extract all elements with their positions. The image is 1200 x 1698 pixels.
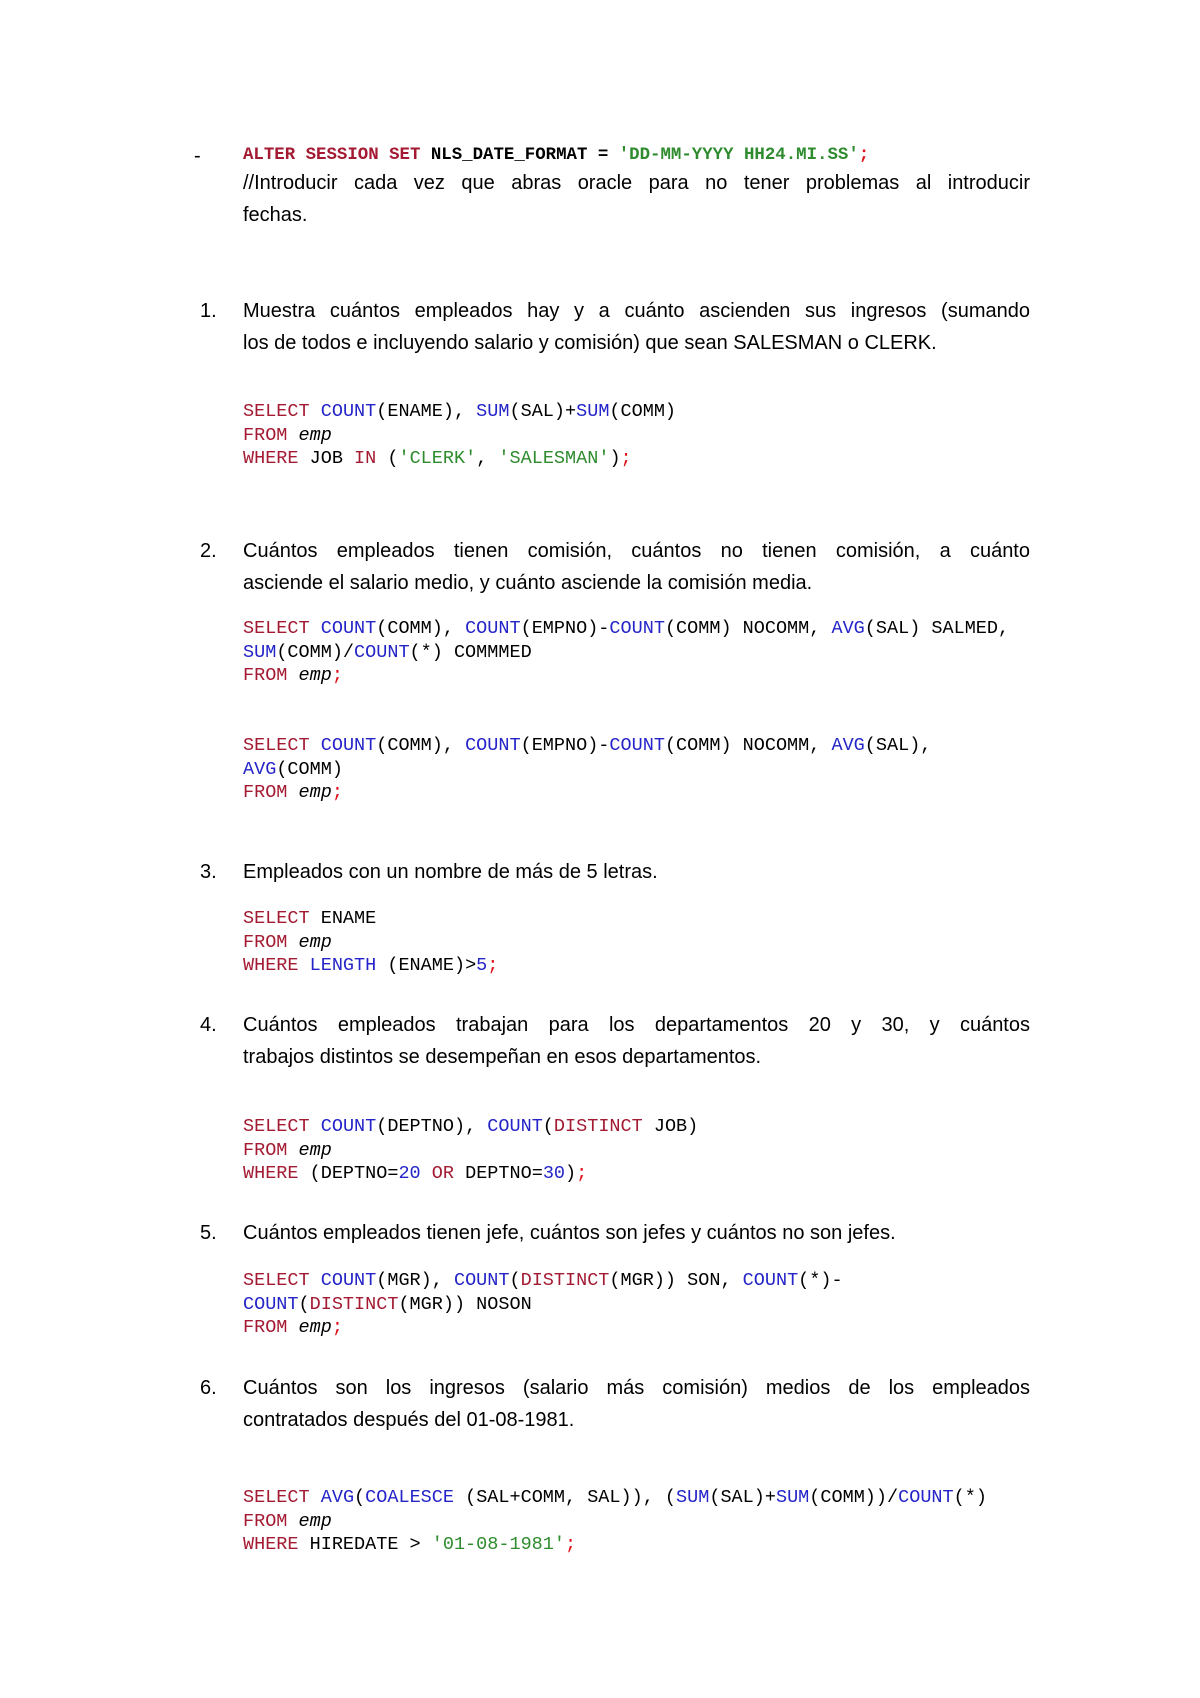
- sql-token: '01-08-1981': [431, 1534, 565, 1555]
- sql-token: SUM: [676, 1487, 710, 1508]
- sql-token: ): [609, 448, 621, 469]
- sql-token: (MGR)) SON,: [609, 1270, 743, 1291]
- sql-token: (SAL),: [864, 735, 932, 756]
- sql-token: [287, 932, 298, 953]
- sql-query: [243, 734, 931, 805]
- sql-token: (ENAME),: [376, 401, 477, 422]
- code-line: [243, 1139, 698, 1163]
- sql-token: [421, 1163, 432, 1184]
- sql-token: WHERE: [243, 1534, 299, 1555]
- sql-token: COUNT: [320, 618, 377, 639]
- exercise-statement: [243, 535, 1030, 599]
- sql-token: (ENAME)>: [376, 955, 477, 976]
- statement-line: Cuántos empleados tienen comisión, cuántos no tienen comisión, a cuánto: [243, 540, 1030, 562]
- sql-token: ;: [331, 665, 343, 686]
- sql-token: (COMM),: [376, 618, 466, 639]
- exercise-number: 6.: [200, 1377, 217, 1399]
- sql-token: ;: [858, 146, 870, 165]
- code-line: [243, 954, 498, 978]
- sql-token: 'SALESMAN': [498, 448, 610, 469]
- sql-token: (: [509, 1270, 521, 1291]
- sql-token: SELECT: [243, 618, 310, 639]
- sql-token: (: [298, 1293, 310, 1315]
- sql-token: FROM: [243, 931, 288, 953]
- sql-token: FROM: [243, 665, 288, 686]
- code-line: [243, 400, 676, 424]
- sql-query: [243, 1486, 987, 1557]
- sql-token: WHERE: [243, 448, 299, 469]
- exercise-statement: [243, 856, 1030, 888]
- sql-token: COUNT: [898, 1487, 954, 1508]
- sql-token: COUNT: [243, 1293, 299, 1315]
- sql-token: COALESCE: [365, 1487, 454, 1508]
- sql-token: FROM: [243, 424, 288, 446]
- sql-token: FROM: [243, 1317, 288, 1338]
- sql-token: 30: [542, 1163, 566, 1184]
- exercise-statement: [243, 1217, 1030, 1249]
- sql-token: ;: [576, 1163, 588, 1184]
- statement-line: Cuántos empleados trabajan para los departamentos 20 y 30, y cuántos: [243, 1014, 1030, 1036]
- statement-line: Cuántos son los ingresos (salario más comisión) medios de los empleados: [243, 1377, 1030, 1399]
- sql-token: OR: [431, 1163, 454, 1184]
- sql-token: ,: [476, 448, 499, 469]
- sql-token: [310, 401, 321, 422]
- sql-table-name: emp: [298, 1139, 332, 1161]
- exercise-number: 4.: [200, 1014, 217, 1036]
- sql-token: COUNT: [465, 618, 521, 639]
- sql-token: (MGR),: [376, 1270, 454, 1291]
- sql-table-name: emp: [298, 1510, 332, 1532]
- statement-line: Empleados con un nombre de más de 5 letras.: [243, 861, 658, 883]
- sql-token: AVG: [243, 758, 277, 780]
- sql-token: COUNT: [354, 641, 410, 663]
- exercise-statement: [243, 1009, 1030, 1073]
- sql-token: ;: [331, 782, 343, 803]
- sql-token: ;: [487, 955, 499, 976]
- sql-token: (COMM) NOCOMM,: [664, 618, 832, 639]
- sql-token: SELECT: [243, 1270, 310, 1291]
- code-line: [243, 424, 676, 448]
- sql-token: IN: [354, 448, 377, 469]
- statement-line: Cuántos empleados tienen jefe, cuántos son jefes y cuántos no son jefes.: [243, 1222, 896, 1244]
- sql-token: [287, 1317, 298, 1338]
- sql-token: ): [565, 1163, 577, 1184]
- note-line: fechas.: [243, 204, 308, 226]
- sql-token: COUNT: [609, 618, 665, 639]
- sql-token: [310, 1270, 321, 1291]
- sql-token: COUNT: [320, 1116, 377, 1137]
- sql-token: (SAL)+: [709, 1487, 776, 1508]
- sql-token: FROM: [243, 782, 288, 803]
- intro-note: [243, 167, 1030, 231]
- sql-query: [243, 907, 498, 978]
- code-line: [243, 1533, 987, 1557]
- sql-query: [243, 400, 676, 471]
- sql-token: JOB): [642, 1116, 699, 1137]
- sql-token: AVG: [831, 618, 865, 639]
- sql-token: (COMM): [609, 401, 677, 422]
- sql-query: [243, 1115, 698, 1186]
- code-line: [243, 641, 1009, 665]
- sql-token: [287, 1140, 298, 1161]
- code-line: [243, 1510, 987, 1534]
- sql-token: SELECT: [243, 1487, 310, 1508]
- sql-token: (*) COMMMED: [409, 641, 532, 663]
- sql-token: AVG: [320, 1487, 355, 1508]
- sql-token: (EMPNO)-: [520, 618, 610, 639]
- sql-token: COUNT: [320, 401, 377, 422]
- sql-token: SUM: [476, 401, 510, 422]
- sql-token: DEPTNO=: [453, 1163, 543, 1184]
- sql-token: NLS_DATE_FORMAT =: [420, 146, 619, 165]
- sql-token: COUNT: [487, 1116, 543, 1137]
- sql-token: (COMM): [276, 758, 343, 780]
- sql-token: (: [542, 1116, 554, 1137]
- code-line: [243, 1115, 698, 1139]
- sql-token: SELECT: [243, 1116, 310, 1137]
- sql-token: COUNT: [742, 1270, 799, 1291]
- code-line: [243, 758, 931, 782]
- sql-token: COUNT: [453, 1270, 510, 1291]
- sql-token: FROM: [243, 1510, 288, 1532]
- sql-token: (: [354, 1487, 366, 1508]
- sql-token: (DEPTNO=: [298, 1163, 399, 1184]
- sql-token: SELECT: [243, 735, 310, 756]
- code-line: [243, 1269, 843, 1293]
- code-line: [243, 781, 931, 805]
- list-bullet: -: [194, 145, 201, 167]
- sql-token: JOB: [298, 448, 355, 469]
- sql-token: WHERE: [243, 1163, 299, 1184]
- sql-token: (SAL) SALMED,: [864, 618, 1010, 639]
- sql-query: [243, 1269, 843, 1340]
- exercise-statement: [243, 1372, 1030, 1436]
- sql-token: (COMM) NOCOMM,: [664, 735, 832, 756]
- sql-token: (*)-: [798, 1270, 843, 1291]
- sql-token: WHERE: [243, 955, 299, 976]
- exercise-number: 3.: [200, 861, 217, 883]
- sql-query: [243, 617, 1009, 688]
- exercise-statement: [243, 295, 1030, 359]
- code-line: [243, 617, 1009, 641]
- sql-token: [310, 735, 321, 756]
- sql-token: (EMPNO)-: [520, 735, 610, 756]
- sql-token: (COMM),: [376, 735, 466, 756]
- sql-token: SUM: [576, 401, 610, 422]
- sql-token: (DEPTNO),: [376, 1116, 488, 1137]
- sql-token: (: [376, 448, 399, 469]
- sql-token: [310, 1116, 321, 1137]
- sql-table-name: emp: [298, 931, 332, 953]
- sql-token: LENGTH: [309, 955, 377, 976]
- sql-token: ;: [620, 448, 632, 469]
- statement-line: Muestra cuántos empleados hay y a cuánto ascienden sus ingresos (sumando: [243, 300, 1030, 322]
- code-line: [243, 931, 498, 955]
- sql-token: SELECT: [243, 908, 310, 929]
- sql-token: FROM: [243, 1139, 288, 1161]
- sql-token: ENAME: [309, 908, 377, 929]
- sql-token: ;: [331, 1317, 343, 1338]
- sql-token: SELECT: [243, 401, 310, 422]
- alter-session-statement: [243, 145, 869, 167]
- sql-token: (SAL+COMM, SAL)), (: [453, 1487, 677, 1508]
- sql-token: [299, 955, 310, 976]
- sql-token: [310, 618, 321, 639]
- code-line: [243, 1162, 698, 1186]
- code-line: [243, 145, 869, 167]
- sql-token: (COMM))/: [809, 1487, 899, 1508]
- sql-token: 'CLERK': [398, 448, 477, 469]
- sql-table-name: emp: [298, 782, 332, 803]
- sql-token: 'DD-MM-YYYY HH24.MI.SS': [618, 146, 859, 165]
- sql-token: 5: [476, 955, 488, 976]
- sql-token: [287, 782, 298, 803]
- statement-line: asciende el salario medio, y cuánto asciende la comisión media.: [243, 572, 813, 594]
- sql-token: DISTINCT: [553, 1116, 643, 1137]
- sql-token: SUM: [243, 641, 277, 663]
- sql-token: [287, 425, 298, 446]
- sql-token: DISTINCT: [309, 1293, 399, 1315]
- sql-token: [287, 1511, 298, 1532]
- code-line: [243, 664, 1009, 688]
- sql-table-name: emp: [298, 424, 332, 446]
- statement-line: contratados después del 01-08-1981.: [243, 1409, 575, 1431]
- sql-table-name: emp: [298, 665, 332, 686]
- code-line: [243, 1486, 987, 1510]
- statement-line: los de todos e incluyendo salario y comisión) que sean SALESMAN o CLERK.: [243, 332, 937, 354]
- statement-line: trabajos distintos se desempeñan en esos departamentos.: [243, 1046, 762, 1068]
- exercise-number: 5.: [200, 1222, 217, 1244]
- sql-token: ;: [564, 1534, 577, 1555]
- code-line: [243, 907, 498, 931]
- exercise-number: 2.: [200, 540, 217, 562]
- sql-token: SUM: [775, 1487, 810, 1508]
- sql-token: COUNT: [320, 1270, 377, 1291]
- sql-token: (SAL)+: [509, 401, 577, 422]
- code-line: [243, 734, 931, 758]
- sql-token: [310, 1487, 321, 1508]
- sql-token: ALTER SESSION SET: [243, 146, 421, 165]
- sql-token: (MGR)) NOSON: [398, 1293, 532, 1315]
- sql-token: COUNT: [465, 735, 521, 756]
- exercise-number: 1.: [200, 300, 217, 322]
- code-line: [243, 1316, 843, 1340]
- sql-token: COUNT: [320, 735, 377, 756]
- sql-token: HIREDATE >: [298, 1534, 432, 1555]
- sql-token: 20: [398, 1163, 421, 1184]
- sql-token: (*): [953, 1487, 987, 1508]
- sql-token: COUNT: [609, 735, 665, 756]
- sql-token: AVG: [831, 735, 865, 756]
- note-line: //Introducir cada vez que abras oracle para no tener problemas al introducir: [243, 172, 1030, 194]
- sql-token: DISTINCT: [520, 1270, 610, 1291]
- sql-table-name: emp: [298, 1317, 332, 1338]
- code-line: [243, 447, 676, 471]
- sql-token: (COMM)/: [276, 641, 355, 663]
- sql-token: [287, 665, 298, 686]
- code-line: [243, 1293, 843, 1317]
